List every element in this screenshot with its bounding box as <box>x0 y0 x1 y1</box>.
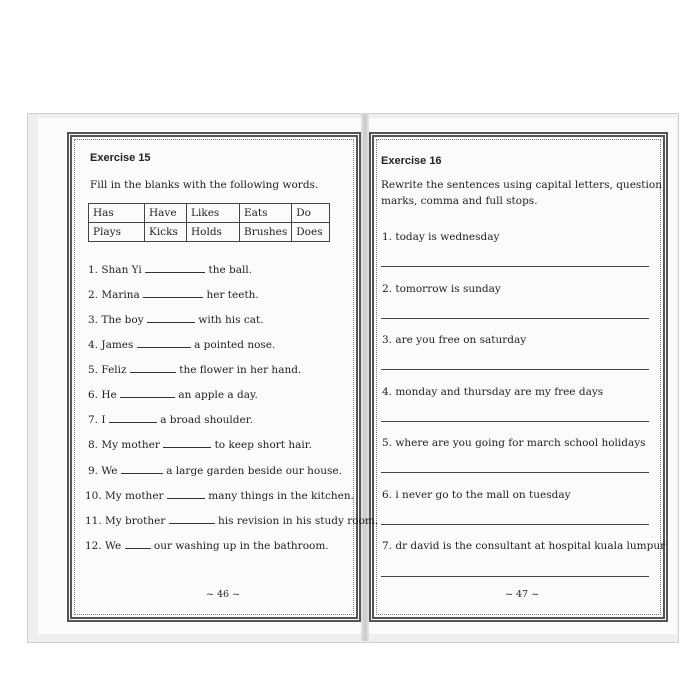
answer-line[interactable] <box>381 266 649 267</box>
word-table-row <box>89 223 330 242</box>
exercise-16-title: Exercise 16 <box>381 155 442 167</box>
fill-blank-item: 10. My mother many things in the kitchen. <box>85 490 354 502</box>
answer-line[interactable] <box>381 421 649 422</box>
word-table-row <box>89 204 330 223</box>
word-cell: Have <box>145 204 187 223</box>
word-cell: Has <box>89 204 145 223</box>
sentence-item: 5. where are you going for march school holidays <box>382 437 646 449</box>
word-cell: Does <box>292 223 330 242</box>
fill-blank-item: 8. My mother to keep short hair. <box>88 439 312 451</box>
sentence-item: 1. today is wednesday <box>382 231 500 243</box>
answer-blank[interactable] <box>169 513 215 524</box>
word-cell: Kicks <box>145 223 187 242</box>
word-cell: Holds <box>187 223 240 242</box>
word-cell: Eats <box>240 204 292 223</box>
page-number: ~ 47 ~ <box>505 589 540 600</box>
answer-blank[interactable] <box>163 437 211 448</box>
word-table <box>88 203 330 242</box>
sentence-item: 2. tomorrow is sunday <box>382 283 501 295</box>
sentence-item: 3. are you free on saturday <box>382 334 527 346</box>
sentence-item: 6. i never go to the mall on tuesday <box>382 489 571 501</box>
answer-blank[interactable] <box>137 337 191 348</box>
exercise-15-title: Exercise 15 <box>90 152 151 164</box>
fill-blank-item: 1. Shan Yi the ball. <box>88 264 253 276</box>
answer-blank[interactable] <box>143 287 203 298</box>
answer-blank[interactable] <box>145 262 205 273</box>
fill-blank-item: 7. I a broad shoulder. <box>88 414 253 426</box>
book-spine <box>361 113 369 641</box>
exercise-16-instruction-line: Rewrite the sentences using capital letters, question <box>381 179 662 191</box>
exercise-15-instruction: Fill in the blanks with the following words. <box>90 179 319 191</box>
fill-blank-item: 3. The boy with his cat. <box>88 314 264 326</box>
answer-line[interactable] <box>381 369 649 370</box>
answer-line[interactable] <box>381 472 649 473</box>
exercise-16-instruction-line: marks, comma and full stops. <box>381 195 538 207</box>
answer-blank[interactable] <box>147 312 195 323</box>
fill-blank-item: 9. We a large garden beside our house. <box>88 465 342 477</box>
answer-blank[interactable] <box>125 538 151 549</box>
answer-blank[interactable] <box>130 362 176 373</box>
answer-blank[interactable] <box>109 412 157 423</box>
answer-line[interactable] <box>381 576 649 577</box>
sentence-item: 4. monday and thursday are my free days <box>382 386 604 398</box>
word-cell: Plays <box>89 223 145 242</box>
fill-blank-item: 6. He an apple a day. <box>88 389 258 401</box>
fill-blank-item: 4. James a pointed nose. <box>88 339 276 351</box>
fill-blank-item: 11. My brother his revision in his study room. <box>85 515 379 527</box>
word-cell: Likes <box>187 204 240 223</box>
answer-blank[interactable] <box>121 463 163 474</box>
fill-blank-item: 12. We our washing up in the bathroom. <box>85 540 329 552</box>
answer-blank[interactable] <box>120 387 175 398</box>
fill-blank-item: 2. Marina her teeth. <box>88 289 259 301</box>
answer-line[interactable] <box>381 524 649 525</box>
fill-blank-item: 5. Feliz the flower in her hand. <box>88 364 302 376</box>
word-cell: Brushes <box>240 223 292 242</box>
sentence-item: 7. dr david is the consultant at hospital kuala lumpur <box>382 540 666 552</box>
page-number: ~ 46 ~ <box>206 589 241 600</box>
answer-blank[interactable] <box>167 488 205 499</box>
word-cell: Do <box>292 204 330 223</box>
answer-line[interactable] <box>381 318 649 319</box>
